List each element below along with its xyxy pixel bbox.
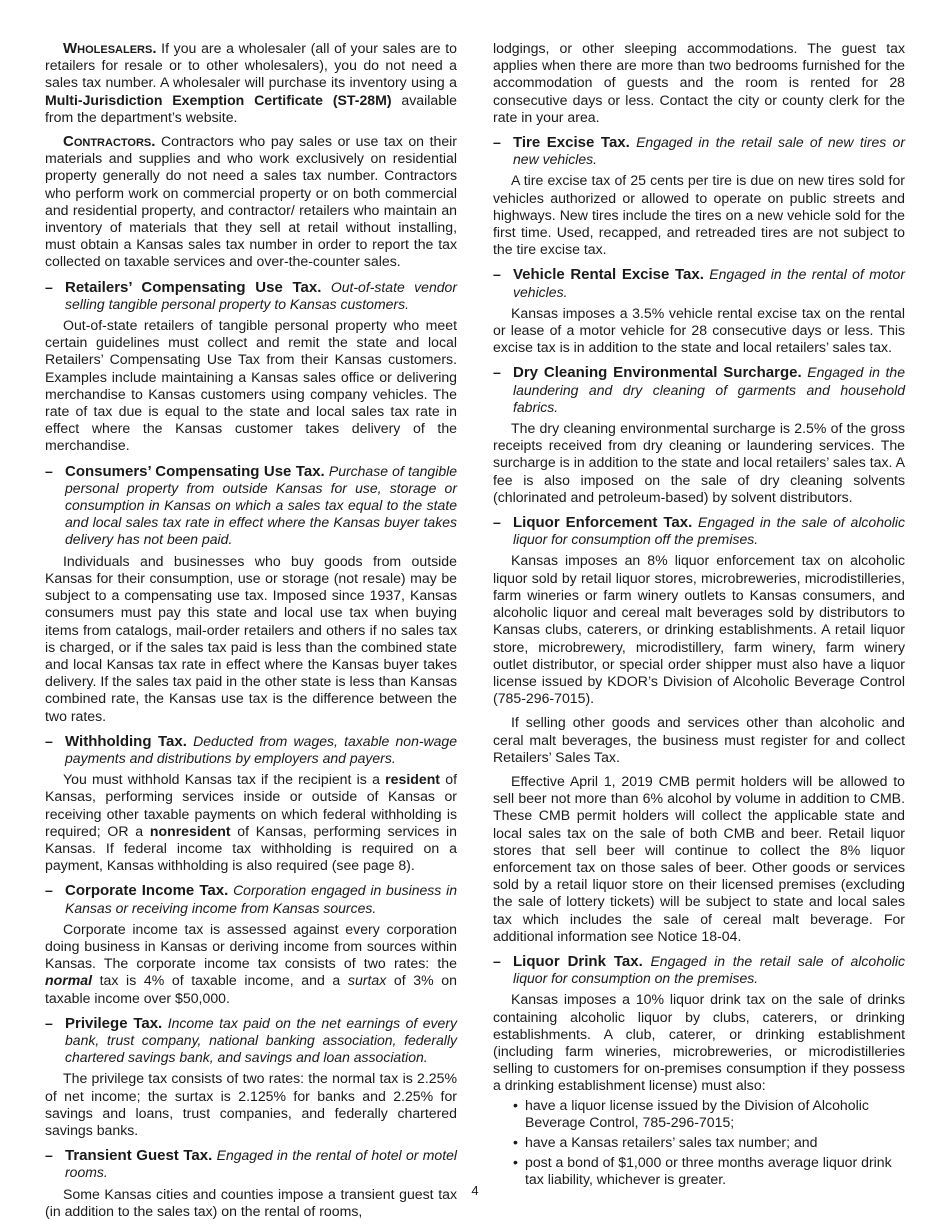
retailers-comp-use-heading [45, 279, 457, 313]
wholesalers-text: If you are a wholesaler (all of your sales are to retailers for resale or to other wholesalers), you do not need a sales tax number. A wholesaler will purchase its inventory using a [45, 40, 457, 91]
bullet-glyph: • [513, 1096, 518, 1113]
vehicle-rental-body: Kansas imposes a 3.5% vehicle rental excise tax on the rental or lease of a motor vehicle for 28 consecutive days or less. This excise tax is in addition to the state and local retailers’ sales tax. [493, 304, 905, 356]
list-item [513, 1097, 905, 1131]
heading-subtitle: Purchase of tangible personal property from outside Kansas for use, storage or consumption in Kansas on which a sales tax equal to the state and local sales tax rate in effect where the Kansas buyer takes delivery has not been paid. [65, 462, 457, 548]
corporate-body [45, 921, 457, 1007]
contractors-text: Contractors who pay sales or use tax on their materials and supplies and who work exclusively on residential property generally do not need a sales tax number. Contractors who perform work on commercial property or on both commercial and residential property, and contractor/ retailers who maintain an inventory of materials that they sell at retail without installing, must obtain a Kansas sales tax number in order to report the tax collected on taxable services and over-the-counter sales. [45, 133, 457, 270]
dash-glyph: – [45, 1014, 53, 1031]
withholding-text: of Kansas, performing services in Kansas. If federal income tax withholding is required on a payment, Kansas withholding is also required (see page 8). [45, 822, 458, 874]
transient-heading [45, 1147, 457, 1181]
dash-glyph: – [45, 882, 53, 899]
liquor-enforcement-body-1: Kansas imposes an 8% liquor enforcement tax on alcoholic liquor sold by retail liquor stores, microbreweries, microdistilleries, farm wineries or farm winery outlets to Kansas consumers, and alcoholic liquor and cereal malt beverages sold by distributors to Kansas clubs, caterers, or drinking establishments. A retail liquor store, microbrewery, microdistillery, farm winery, farm winery outlet distributor, or special order shipper must also have a liquor license issued by KDOR’s Division of Alcoholic Beverage Control (785-296-7015). [493, 552, 905, 707]
heading-title: Liquor Drink Tax. [513, 952, 643, 970]
wholesalers-title: Wholesalers. [63, 40, 157, 57]
right-column [493, 40, 905, 1192]
privilege-body: The privilege tax consists of two rates: the normal tax is 2.25% of net income; the surtax is 2.125% for banks and 2.25% for savings and loans, trust companies, and federally chartered savings banks. [45, 1070, 457, 1138]
heading-subtitle: Engaged in the retail sale of alcoholic liquor for consumption on the premises. [513, 952, 905, 987]
heading-subtitle: Engaged in the rental of motor vehicles. [513, 266, 905, 300]
heading-subtitle: Engaged in the rental of hotel or motel rooms. [65, 1147, 457, 1181]
withholding-text: You must withhold Kansas tax if the recipient is a [63, 771, 386, 788]
st28m-form-name: Multi-Jurisdiction Exemption Certificate (ST-28M) [45, 91, 392, 108]
liquor-enforcement-body-2: If selling other goods and services other than alcoholic and ceral malt beverages, the business must register for and collect Retailers’ Sales Tax. [493, 714, 905, 765]
heading-subtitle: Deducted from wages, taxable non-wage payments and distributions by employers and payers. [65, 732, 457, 766]
privilege-heading [45, 1015, 457, 1067]
dash-glyph: – [493, 266, 501, 283]
heading-subtitle: Corporation engaged in business in Kansas or receiving income from Kansas sources. [65, 882, 457, 916]
resident-term: resident [385, 771, 440, 788]
heading-title: Corporate Income Tax. [65, 882, 229, 900]
contractors-paragraph [45, 133, 457, 271]
dry-cleaning-body: The dry cleaning environmental surcharge is 2.5% of the gross receipts received from dry cleaning or laundering services. The surcharge is in addition to the state and local retailers’ sales tax. A fee is also imposed on the sale of dry cleaning solvents (chlorinated and petroleum-based) by solvent distributors. [493, 420, 905, 505]
heading-subtitle: Income tax paid on the net earnings of every bank, trust company, national banking association, federally chartered savings bank, and savings and loan association. [65, 1014, 458, 1066]
heading-title: Tire Excise Tax. [513, 134, 630, 152]
heading-subtitle: Engaged in the retail sale of new tires or new vehicles. [513, 134, 905, 168]
page-number: 4 [471, 1183, 479, 1198]
heading-subtitle: Out-of-state vendor selling tangible personal property to Kansas customers. [65, 278, 457, 312]
consumers-comp-use-body: Individuals and businesses who buy goods from outside Kansas for their consumption, use or storage (not resale) may be subject to a compensating use tax. Imposed since 1937, Kansas consumers must pay this state and local use tax when buying items from catalogs, mail-order retailers and others if no sales tax is charged, or if the sales tax paid is less than the combined state and local Kansas tax rate in effect where the Kansas buyer takes delivery. If the sales tax paid in the other state is less than Kansas combined rate, the Kansas use tax is the difference between the two rates. [45, 552, 457, 724]
list-item-text: have a Kansas retailers’ sales tax number; and [525, 1133, 818, 1150]
normal-term: normal [45, 972, 92, 989]
heading-title: Transient Guest Tax. [65, 1147, 213, 1165]
list-item-text: post a bond of $1,000 or three months average liquor drink tax liability, whichever is greater. [525, 1154, 892, 1188]
retailers-comp-use-body: Out-of-state retailers of tangible personal property who meet certain guidelines must collect and remit the state and local Retailers’ Compensating Use Tax from their Kansas customers. Examples include maintaining a Kansas sales office or delivering merchandise to Kansas customers using company vehicles. The rate of tax due is equal to the state and local sales tax rate in effect where the Kansas customer takes delivery of the merchandise. [45, 317, 457, 454]
wholesalers-paragraph [45, 40, 457, 126]
withholding-heading [45, 733, 457, 767]
contractors-title: Contractors. [63, 133, 156, 151]
withholding-body [45, 771, 457, 874]
dash-glyph: – [493, 134, 501, 151]
wholesalers-text-end: available from the department’s website. [45, 91, 457, 125]
tire-heading [493, 134, 905, 168]
liquor-enforcement-heading [493, 514, 905, 548]
liquor-enforcement-body-3: Effective April 1, 2019 CMB permit holders will be allowed to sell beer not more than 6% alcohol by volume in addition to CMB. These CMB permit holders will collect the applicable state and local sales tax on the sale of both CMB and beer. Retail liquor stores that sell beer will continue to collect the 8% liquor enforcement tax on those sales of beer. Other goods or services sold by a retail liquor store on their licensed premises (excluding the sale of lottery tickets) will be subject to state and local sales tax which includes the sale of cereal malt beverage. For additional information see Notice 18-04. [493, 772, 905, 944]
corporate-text: Corporate income tax is assessed against every corporation doing business in Kansas or deriving income from sources within Kansas. The corporate income tax consists of two rates: the [45, 920, 457, 972]
corporate-heading [45, 882, 457, 916]
heading-subtitle: Engaged in the sale of alcoholic liquor for consumption off the premises. [513, 514, 906, 548]
list-item [513, 1134, 905, 1151]
heading-title: Privilege Tax. [65, 1014, 163, 1032]
heading-title: Dry Cleaning Environmental Surcharge. [513, 364, 802, 382]
heading-subtitle: Engaged in the laundering and dry cleaning of garments and household fabrics. [513, 364, 905, 415]
heading-title: Retailers’ Compensating Use Tax. [65, 278, 322, 296]
dash-glyph: – [493, 364, 501, 381]
heading-title: Vehicle Rental Excise Tax. [513, 266, 704, 284]
dash-glyph: – [45, 462, 53, 479]
vehicle-rental-heading [493, 266, 905, 300]
liquor-drink-body: Kansas imposes a 10% liquor drink tax on the sale of drinks containing alcoholic liquor by clubs, caterers, or drinking establishments. A club, caterer, or drinking establishment (including farm wineries, microbreweries, or microdistilleries selling to customers for on-premises consumption if they possess a drinking establishment license) must also: [493, 991, 905, 1094]
dash-glyph: – [45, 278, 53, 295]
withholding-text: of Kansas, performing services inside or outside of Kansas or receiving other taxable payments on which federal withholding is required; OR a [45, 771, 457, 839]
bullet-glyph: • [513, 1133, 518, 1150]
consumers-comp-use-heading [45, 463, 457, 549]
heading-title: Liquor Enforcement Tax. [513, 514, 693, 532]
heading-title: Withholding Tax. [65, 732, 187, 750]
nonresident-term: nonresident [149, 822, 231, 839]
liquor-drink-heading [493, 953, 905, 987]
dash-glyph: – [45, 1147, 53, 1164]
dash-glyph: – [493, 514, 501, 531]
heading-title: Consumers’ Compensating Use Tax. [65, 462, 325, 480]
transient-body-continued: lodgings, or other sleeping accommodations. The guest tax applies when there are more than two bedrooms furnished for the accommodation of guests and the room is rented for 28 consecutive days or less. Contact the city or county clerk for the rate in your area. [493, 40, 905, 125]
surtax-term: surtax [347, 972, 387, 989]
dash-glyph: – [45, 732, 53, 749]
bullet-glyph: • [513, 1154, 518, 1171]
liquor-drink-requirements-list [493, 1097, 905, 1189]
corporate-text: tax is 4% of taxable income, and a [92, 972, 348, 989]
left-column [45, 40, 457, 1227]
dry-cleaning-heading [493, 364, 905, 416]
corporate-text: of 3% on taxable income over $50,000. [45, 972, 457, 1006]
transient-body: Some Kansas cities and counties impose a transient guest tax (in addition to the sales tax) on the rental of rooms, [45, 1185, 457, 1219]
tire-body: A tire excise tax of 25 cents per tire is due on new tires sold for vehicles authorized or allowed to operate on public streets and highways. New tires include the tires on a new vehicle sold for the first time. Used, recapped, and retreaded tires are not subject to the tire excise tax. [493, 172, 905, 258]
dash-glyph: – [493, 952, 501, 969]
list-item-text: have a liquor license issued by the Division of Alcoholic Beverage Control, 785-296-7015; [525, 1096, 869, 1130]
